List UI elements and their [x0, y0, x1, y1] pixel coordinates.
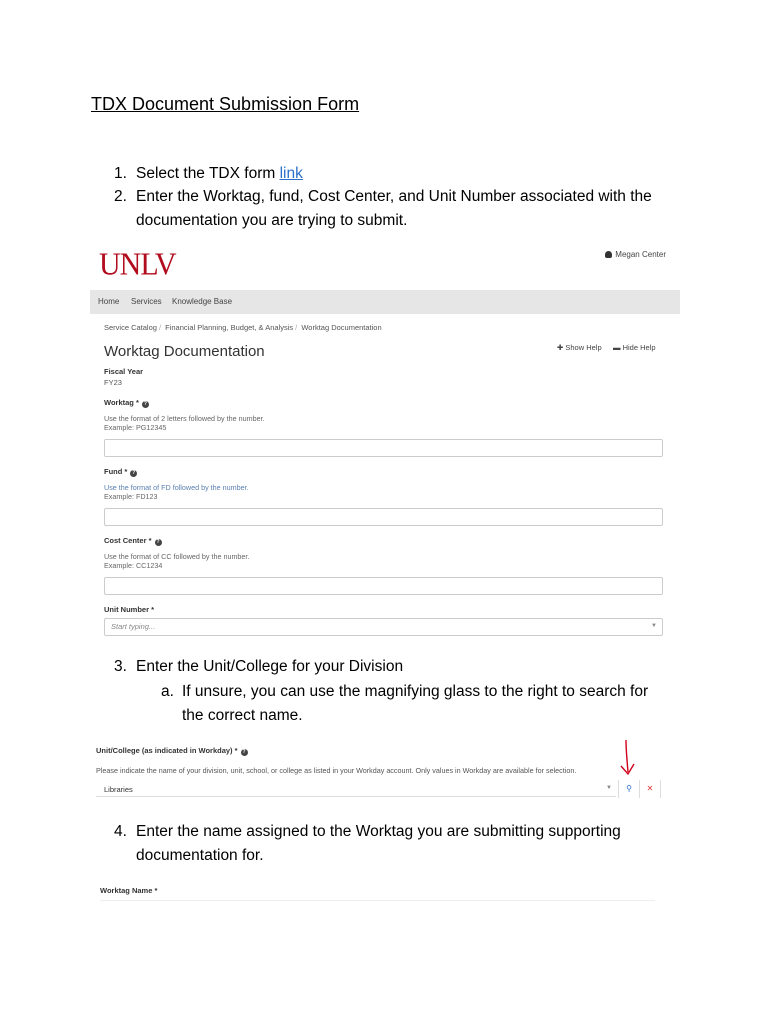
nav-home[interactable]: Home	[98, 297, 120, 306]
step-3a	[161, 680, 721, 728]
help-icon[interactable]: ?	[242, 749, 246, 755]
unit-college-label: Unit/College (as indicated in Workday) * ?	[96, 746, 246, 755]
fund-label: Fund * ?	[104, 467, 136, 476]
unit-number-select[interactable]	[104, 618, 663, 636]
step-4	[114, 820, 714, 868]
breadcrumb: Service Catalog / Financial Planning, Budget, & Analysis / Worktag Documentation	[104, 323, 382, 332]
minus-icon: ▬	[613, 343, 623, 352]
unit-college-help: Please indicate the name of your division, unit, school, or college as listed in your Workday account. Only values in Workday are available for selection.	[96, 766, 577, 775]
user-menu[interactable]: Megan Center	[605, 250, 666, 259]
search-button[interactable]	[618, 780, 640, 798]
step-number: 1.	[114, 165, 127, 182]
breadcrumb-item[interactable]: Worktag Documentation	[301, 323, 382, 332]
worktag-label: Worktag * ?	[104, 398, 147, 407]
step-number: 3.	[114, 658, 127, 675]
unit-college-screenshot	[90, 736, 665, 800]
help-icon[interactable]: ?	[143, 401, 147, 407]
step-text-line-2: documentation for.	[136, 847, 264, 864]
step-text-line-2: documentation you are trying to submit.	[136, 212, 408, 229]
unit-college-select[interactable]	[96, 780, 616, 797]
caret-down-icon: ▼	[606, 785, 612, 791]
step-3	[114, 655, 714, 679]
worktag-form-screenshot	[90, 240, 680, 636]
breadcrumb-item[interactable]: Financial Planning, Budget, & Analysis	[165, 323, 294, 332]
help-icon[interactable]: ?	[132, 470, 136, 476]
clear-button[interactable]	[640, 780, 661, 798]
plus-icon: ✚	[557, 343, 566, 352]
step-number: 4.	[114, 823, 127, 840]
step-text: Select the TDX form link	[136, 165, 303, 182]
page-title: TDX Document Submission Form	[91, 94, 360, 114]
tdx-form-link[interactable]: link	[279, 165, 303, 182]
fiscal-year-value: FY23	[104, 378, 122, 387]
step-2	[114, 185, 714, 233]
nav-knowledge-base[interactable]: Knowledge Base	[172, 297, 233, 306]
magnifying-glass-icon: ⚲	[626, 784, 632, 793]
red-arrow-annotation	[612, 738, 640, 778]
worktag-help: Use the format of 2 letters followed by the number. Example: PG12345	[104, 414, 265, 432]
worktag-name-label: Worktag Name *	[100, 886, 158, 895]
worktag-name-screenshot	[90, 878, 655, 918]
nav-services[interactable]: Services	[131, 297, 162, 306]
breadcrumb-item[interactable]: Service Catalog	[104, 323, 157, 332]
step-text-line-1: Enter the Worktag, fund, Cost Center, and Unit Number associated with the	[136, 188, 652, 205]
show-help-button[interactable]: ✚ Show Help	[557, 343, 602, 352]
cost-center-input[interactable]	[104, 577, 663, 595]
fund-input[interactable]	[104, 508, 663, 526]
unit-college-value: Libraries	[104, 785, 133, 794]
step-number: 2.	[114, 188, 127, 205]
step-letter: a.	[161, 683, 174, 700]
unlv-logo: UNLV	[99, 247, 176, 282]
cost-center-label: Cost Center * ?	[104, 536, 160, 545]
nav-bar	[90, 290, 680, 314]
close-icon: ✕	[646, 784, 654, 793]
form-title: Worktag Documentation	[104, 343, 265, 360]
step-text-line-2: the correct name.	[182, 707, 303, 724]
fund-help: Use the format of FD followed by the number. Example: FD123	[104, 483, 249, 501]
user-icon	[605, 251, 612, 258]
cost-center-help: Use the format of CC followed by the number. Example: CC1234	[104, 552, 250, 570]
caret-down-icon: ▼	[651, 623, 657, 629]
help-icon[interactable]: ?	[156, 539, 160, 545]
step-text: Enter the Unit/College for your Division	[136, 658, 404, 675]
step-text-line-1: Enter the name assigned to the Worktag you are submitting supporting	[136, 823, 621, 840]
hide-help-button[interactable]: ▬ Hide Help	[613, 343, 656, 352]
unit-number-placeholder: Start typing...	[111, 622, 156, 631]
fiscal-year-label: Fiscal Year	[104, 367, 144, 376]
step-1	[114, 162, 714, 186]
step-text-line-1: If unsure, you can use the magnifying glass to the right to search for	[182, 683, 649, 700]
worktag-name-input[interactable]	[100, 900, 655, 901]
worktag-input[interactable]	[104, 439, 663, 457]
unit-number-label: Unit Number *	[104, 605, 155, 614]
